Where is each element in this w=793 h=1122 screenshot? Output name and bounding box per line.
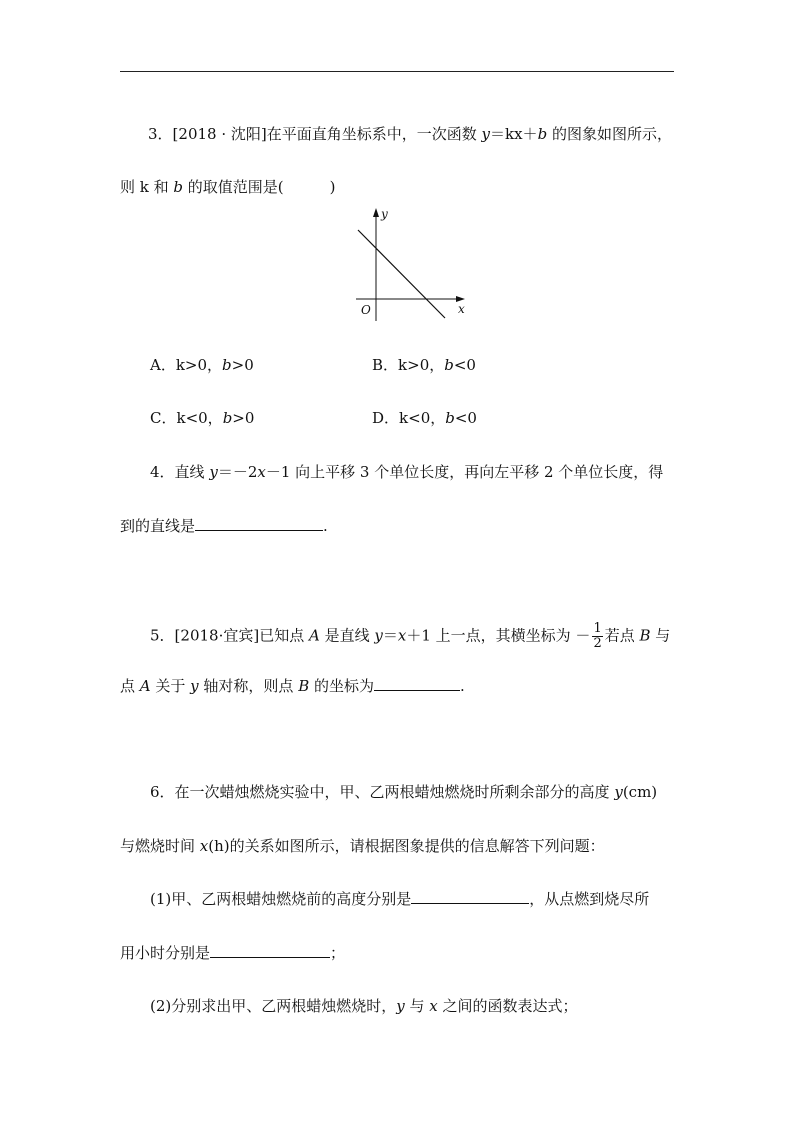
q3-line2: 则 k 和 b 的取值范围是( ): [120, 178, 336, 196]
q5-source: [2018·宜宾]: [174, 626, 260, 645]
q3-option-d: D．k<0，b<0: [372, 409, 477, 427]
q6-line2: 与燃烧时间 x(h)的关系如图所示，请根据图象提供的信息解答下列问题：: [120, 837, 605, 855]
q6-hours-blank[interactable]: [210, 943, 330, 958]
q5-line2: 点 A 关于 y 轴对称，则点 B 的坐标为 .: [120, 677, 465, 695]
q4-line2: 到的直线是 .: [120, 517, 328, 535]
x-axis-label: x: [458, 302, 465, 316]
q4-answer-blank[interactable]: [195, 516, 323, 531]
q3-source: [2018 · 沈阳]: [172, 125, 267, 143]
q3-option-b: B．k>0，b<0: [372, 356, 476, 374]
q6-part2: (2)分别求出甲、乙两根蜡烛燃烧时，y 与 x 之间的函数表达式；: [150, 997, 578, 1015]
q5-line1: 5．[2018·宜宾]已知点 A 是直线 y＝x＋1 上一点，其横坐标为 － $\frac{1}{2}$ 若点 B 与: [150, 621, 671, 651]
q4-number: 4．: [150, 463, 175, 481]
q3-option-c: C．k<0，b>0: [150, 409, 255, 427]
q3-number: 3．: [148, 125, 173, 143]
q5-number: 5．: [150, 626, 175, 645]
q3-option-a: A．k>0，b>0: [150, 356, 254, 374]
q5-answer-blank[interactable]: [374, 676, 460, 691]
function-line: [358, 230, 445, 318]
q4-line1: 4．直线 y＝－2x－1 向上平移 3 个单位长度，再向左平移 2 个单位长度，得: [150, 463, 664, 481]
q3-graph: [350, 203, 480, 328]
origin-label: O: [361, 303, 371, 317]
x-axis: [356, 296, 465, 302]
q6-line1: 6．在一次蜡烛燃烧实验中，甲、乙两根蜡烛燃烧时所剩余部分的高度 y(cm): [150, 783, 658, 801]
q6-number: 6．: [150, 783, 175, 801]
q6-part1-line2: 用小时分别是 ；: [120, 944, 346, 962]
q6-heights-blank[interactable]: [411, 889, 529, 904]
q6-part1-line1: (1)甲、乙两根蜡烛燃烧前的高度分别是 ，从点燃到烧尽所: [150, 890, 650, 908]
y-axis-label: y: [381, 207, 388, 221]
header-rule: [120, 71, 674, 72]
fraction-one-half: $\frac{1}{2}$: [593, 621, 602, 651]
y-axis: [373, 208, 379, 321]
q3-line1: 3．[2018 · 沈阳]在平面直角坐标系中，一次函数 y＝kx＋b 的图象如图所示，: [148, 125, 672, 143]
